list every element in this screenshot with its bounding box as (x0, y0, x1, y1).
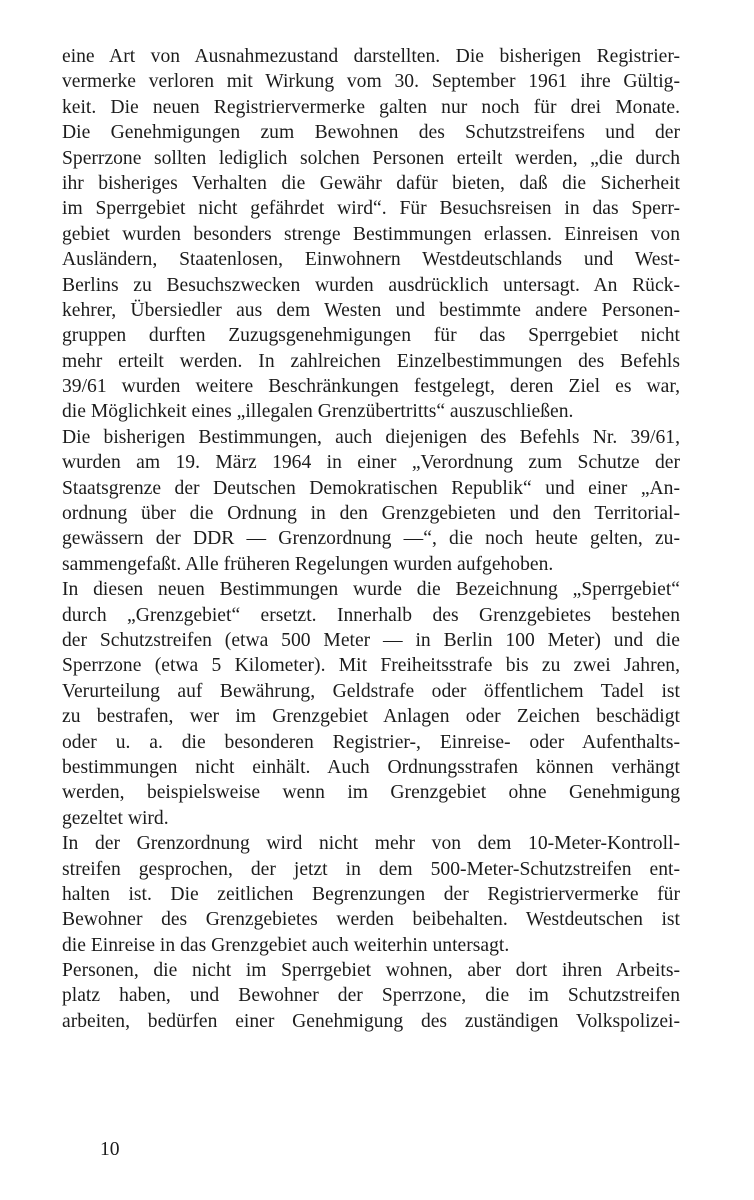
text-line: gewässern der DDR — Grenzordnung —“, die noch heute gelten, zu- (62, 528, 680, 550)
text-line: Sperrzone sollten lediglich solchen Personen erteilt werden, „die durch (62, 147, 680, 169)
text-line: kehrer, Übersiedler aus dem Westen und bestimmte andere Personen- (62, 299, 680, 321)
text-line: wurden am 19. März 1964 in einer „Verordnung zum Schutze der (62, 452, 680, 474)
body-text (62, 44, 680, 1034)
text-line: im Sperrgebiet nicht gefährdet wird“. Für Besuchsreisen in das Sperr- (62, 198, 680, 220)
text-line: Staatsgrenze der Deutschen Demokratischen Republik“ und einer „An- (62, 477, 680, 499)
text-line: Die bisherigen Bestimmungen, auch diejenigen des Befehls Nr. 39/61, (62, 426, 680, 448)
text-line: ihr bisheriges Verhalten die Gewähr dafür bieten, daß die Sicherheit (62, 172, 680, 194)
page-number: 10 (100, 1139, 120, 1160)
text-line: mehr erteilt werden. In zahlreichen Einzelbestimmungen des Befehls (62, 350, 680, 372)
text-line: eine Art von Ausnahmezustand darstellten. Die bisherigen Registrier- (62, 46, 680, 67)
text-line: werden, beispielsweise wenn im Grenzgebiet ohne Genehmigung (62, 782, 680, 804)
text-line: In der Grenzordnung wird nicht mehr von dem 10-Meter-Kontroll- (62, 833, 680, 855)
text-line: bestimmungen nicht einhält. Auch Ordnungsstrafen können verhängt (62, 756, 680, 778)
text-line: Verurteilung auf Bewährung, Geldstrafe oder öffentlichem Tadel ist (62, 680, 680, 702)
text-line: oder u. a. die besonderen Registrier-, Einreise- oder Aufenthalts- (62, 731, 680, 753)
text-line: die Möglichkeit eines „illegalen Grenzübertritts“ auszuschließen. (62, 401, 574, 423)
text-line: Berlins zu Besuchszwecken wurden ausdrücklich untersagt. An Rück- (62, 274, 680, 296)
text-line: vermerke verloren mit Wirkung vom 30. September 1961 ihre Gültig- (62, 71, 680, 93)
text-line: Ausländern, Staatenlosen, Einwohnern Westdeutschlands und West- (62, 249, 680, 271)
text-line: ordnung über die Ordnung in den Grenzgebieten und den Territorial- (62, 503, 680, 525)
text-line: gruppen durften Zuzugsgenehmigungen für das Sperrgebiet nicht (62, 325, 680, 347)
text-line: arbeiten, bedürfen einer Genehmigung des zuständigen Volkspolizei- (62, 1010, 680, 1032)
text-line: platz haben, und Bewohner der Sperrzone, die im Schutzstreifen (62, 985, 680, 1007)
text-line: Die Genehmigungen zum Bewohnen des Schutzstreifens und der (62, 122, 680, 144)
text-line: Personen, die nicht im Sperrgebiet wohnen, aber dort ihren Arbeits- (62, 960, 680, 982)
text-line: 39/61 wurden weitere Beschränkungen festgelegt, deren Ziel es war, (62, 376, 680, 398)
text-line: die Einreise in das Grenzgebiet auch weiterhin untersagt. (62, 934, 510, 956)
text-line: durch „Grenzgebiet“ ersetzt. Innerhalb des Grenzgebietes bestehen (62, 604, 680, 626)
text-line: gebiet wurden besonders strenge Bestimmungen erlassen. Einreisen von (62, 223, 680, 245)
text-line: sammengefaßt. Alle früheren Regelungen wurden aufgehoben. (62, 553, 554, 575)
text-line: Sperrzone (etwa 5 Kilometer). Mit Freiheitsstrafe bis zu zwei Jahren, (62, 655, 680, 677)
text-line: gezeltet wird. (62, 807, 169, 829)
text-line: zu bestrafen, wer im Grenzgebiet Anlagen oder Zeichen beschädigt (62, 706, 680, 728)
text-line: Bewohner des Grenzgebietes werden beibehalten. Westdeutschen ist (62, 909, 680, 931)
text-line: In diesen neuen Bestimmungen wurde die Bezeichnung „Sperrgebiet“ (62, 579, 680, 601)
text-line: streifen gesprochen, der jetzt in dem 500-Meter-Schutzstreifen ent- (62, 858, 680, 880)
text-line: der Schutzstreifen (etwa 500 Meter — in Berlin 100 Meter) und die (62, 629, 680, 651)
text-line: keit. Die neuen Registriervermerke galten nur noch für drei Monate. (62, 96, 680, 118)
text-line: halten ist. Die zeitlichen Begrenzungen der Registriervermerke für (62, 883, 680, 905)
